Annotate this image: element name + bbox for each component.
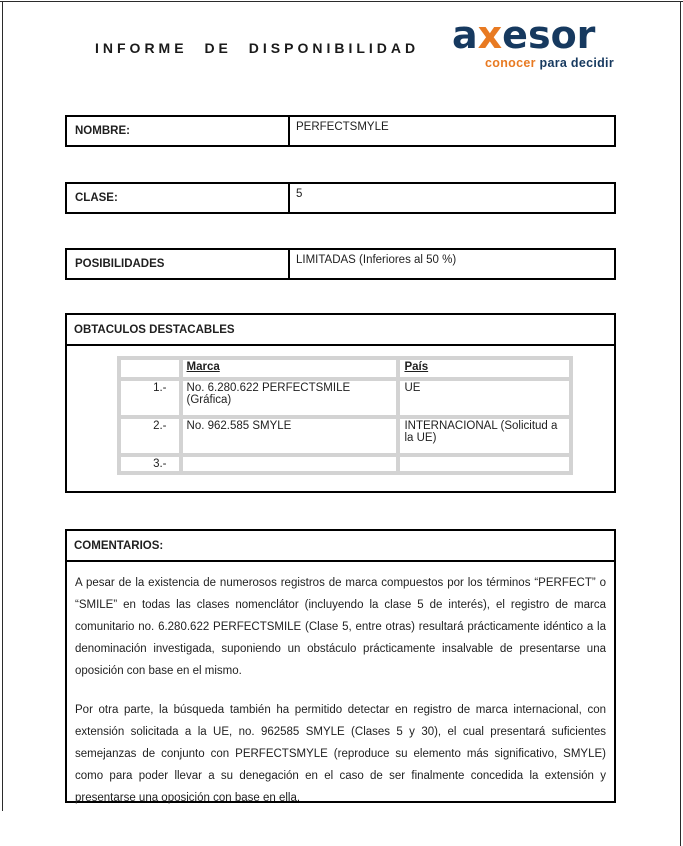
comments-body [67, 562, 614, 809]
row-number: 2.- [121, 419, 179, 453]
posibilidades-value: LIMITADAS (Inferiores al 50 %) [296, 254, 457, 266]
row-number: 3.- [121, 457, 179, 471]
tagline-para-decidir: para decidir [535, 55, 614, 70]
comments-section [65, 529, 616, 803]
marca-cell [183, 457, 397, 471]
logo-letter-a: a [452, 13, 478, 57]
obstacle-row-1 [121, 381, 569, 415]
obstacles-table [117, 356, 573, 475]
tagline-conocer: conocer [485, 55, 536, 70]
logo-tagline [452, 56, 618, 70]
axesor-logo [452, 13, 618, 70]
logo-letter-x: x [477, 13, 503, 57]
nombre-label: NOMBRE: [67, 117, 290, 145]
column-header-blank [121, 360, 179, 377]
comment-paragraph-2: Por otra parte, la búsqueda también ha permitido detectar en registro de marca internacional, con extensión solicitada a la UE, no. 962585 SMYLE (Clases 5 y 30), el cual presentará suficientes semejanzas de conjunto con PERFECTSMYLE (reproduce su elemento más significativo, SMYLE) como para poder llevar a su denegación en el caso de ser finalmente concedida la extensión y presentarse una oposición con base en ella. [75, 704, 606, 804]
axesor-logo-wordmark [452, 13, 618, 57]
column-header-marca: Marca [183, 360, 397, 377]
pais-cell: UE [400, 381, 569, 415]
logo-letters-esor: esor [502, 13, 596, 57]
obstacle-row-2 [121, 419, 569, 453]
obstacles-section [65, 313, 616, 493]
posibilidades-label: POSIBILIDADES [67, 250, 290, 278]
row-number: 1.- [121, 381, 179, 415]
nombre-value: PERFECTSMYLE [296, 121, 389, 133]
comment-paragraph-1: A pesar de la existencia de numerosos registros de marca compuestos por los términos “PERFECT” o “SMILE” en todas las clases nomenclátor (incluyendo la clase 5 de interés), el registro de marca comunitario no. 6.280.622 PERFECTSMILE (Clase 5, entre otras) resultará prácticamente idéntico a la denominación investigada, suponiendo un obstáculo prácticamente insalvable de presentarse una oposición con base en el mismo. [75, 577, 606, 677]
marca-cell: No. 962.585 SMYLE [183, 419, 397, 453]
pais-cell: INTERNACIONAL (Solicitud a la UE) [400, 419, 569, 453]
page-border-right [680, 1, 681, 846]
obstacle-row-3 [121, 457, 569, 471]
obstacles-section-title: OBTACULOS DESTACABLES [67, 315, 614, 346]
comments-section-title: COMENTARIOS: [67, 531, 614, 562]
report-title: INFORME DE DISPONIBILIDAD [95, 40, 420, 56]
column-header-pais: País [400, 360, 569, 377]
clase-label: CLASE: [67, 184, 290, 212]
page-border-left [2, 1, 3, 811]
field-row-clase [65, 182, 616, 214]
field-row-nombre [65, 115, 616, 147]
pais-cell [400, 457, 569, 471]
field-row-posibilidades [65, 248, 616, 280]
marca-cell: No. 6.280.622 PERFECTSMILE (Gráfica) [183, 381, 397, 415]
page-border-top [0, 1, 683, 2]
obstacles-header-row [121, 360, 569, 377]
clase-value: 5 [296, 188, 303, 200]
